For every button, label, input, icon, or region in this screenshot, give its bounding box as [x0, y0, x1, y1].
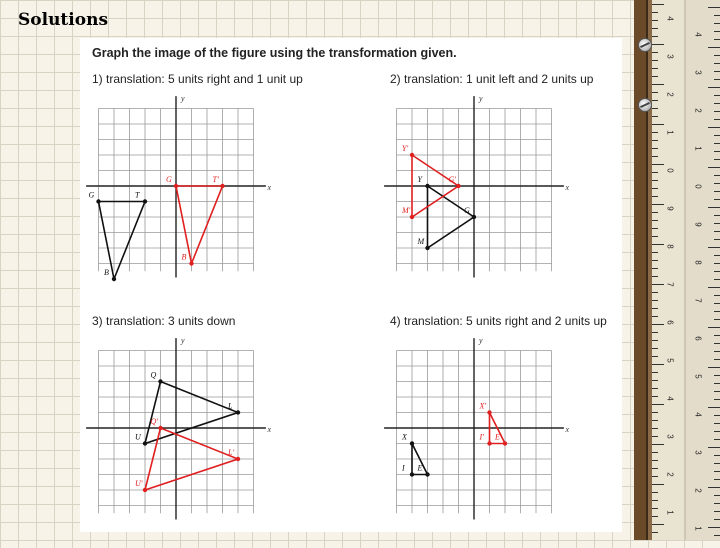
- original-vertex: [410, 441, 414, 445]
- ruler-tick: [652, 212, 658, 213]
- ruler-tick: [652, 60, 658, 61]
- ruler: [634, 0, 720, 540]
- original-vertex: [410, 472, 414, 476]
- ruler-tick: [652, 132, 658, 133]
- ruler-tick: [652, 28, 658, 29]
- ruler-tick: [652, 4, 664, 5]
- ruler-tick: [714, 431, 720, 432]
- image-vertex-label: Q': [150, 417, 158, 426]
- original-vertex: [425, 246, 429, 250]
- image-vertex: [174, 184, 178, 188]
- ruler-tick: [652, 372, 658, 373]
- original-vertex-label: M: [417, 237, 425, 246]
- ruler-tick: [652, 380, 658, 381]
- image-vertex-label: G': [448, 175, 456, 184]
- image-vertex-label: M': [402, 206, 411, 215]
- image-vertex: [410, 215, 414, 219]
- ruler-tick: [652, 300, 658, 301]
- ruler-number: 3: [665, 54, 675, 59]
- ruler-tick: [708, 447, 720, 448]
- ruler-tick: [708, 47, 720, 48]
- ruler-tick: [714, 119, 720, 120]
- ruler-tick: [714, 111, 720, 112]
- ruler-tick: [652, 180, 658, 181]
- ruler-tick: [714, 135, 720, 136]
- ruler-number: 3: [693, 450, 703, 455]
- ruler-tick: [714, 399, 720, 400]
- ruler-number: 4: [693, 32, 703, 37]
- x-axis-label: x: [267, 425, 272, 434]
- ruler-number: 1: [693, 526, 703, 531]
- ruler-number: 5: [693, 374, 703, 379]
- ruler-tick: [714, 311, 720, 312]
- ruler-tick: [714, 495, 720, 496]
- ruler-tick: [714, 79, 720, 80]
- ruler-tick: [652, 444, 664, 445]
- ruler-tick: [714, 351, 720, 352]
- image-vertex-label: I': [479, 432, 484, 442]
- image-vertex: [487, 441, 491, 445]
- image-vertex: [220, 184, 224, 188]
- ruler-number: 8: [665, 244, 675, 249]
- ruler-number: 1: [665, 130, 675, 135]
- ruler-number: 3: [693, 70, 703, 75]
- y-axis-label: y: [479, 93, 483, 103]
- ruler-tick: [652, 284, 664, 285]
- ruler-number: 4: [665, 16, 675, 21]
- ruler-tick: [652, 244, 664, 245]
- ruler-tick: [652, 348, 658, 349]
- ruler-tick: [708, 527, 720, 528]
- original-vertex-label: I: [402, 463, 405, 473]
- ruler-number: 1: [693, 146, 703, 151]
- ruler-tick: [652, 148, 658, 149]
- ruler-tick: [652, 524, 664, 525]
- ruler-tick: [714, 263, 720, 264]
- ruler-tick: [714, 231, 720, 232]
- ruler-tick: [652, 404, 664, 405]
- ruler-tick: [714, 271, 720, 272]
- ruler-tick: [714, 31, 720, 32]
- original-vertex-label: G: [464, 206, 470, 215]
- image-vertex: [487, 410, 491, 414]
- original-vertex-label: G: [88, 190, 95, 200]
- image-vertex: [410, 153, 414, 157]
- coordinate-grid: [94, 334, 284, 548]
- ruler-number: 6: [665, 320, 675, 325]
- ruler-number: 9: [665, 206, 675, 211]
- ruler-tick: [708, 487, 720, 488]
- ruler-tick: [652, 292, 658, 293]
- ruler-tick: [714, 215, 720, 216]
- ruler-tick: [714, 375, 720, 376]
- ruler-tick: [714, 535, 720, 536]
- ruler-tick: [714, 143, 720, 144]
- ruler-tick: [652, 108, 658, 109]
- original-vertex: [425, 472, 429, 476]
- ruler-tick: [652, 340, 658, 341]
- ruler-tick: [652, 124, 664, 125]
- ruler-tick: [652, 236, 658, 237]
- graph-2: [392, 92, 582, 306]
- ruler-tick: [714, 183, 720, 184]
- slide-title: Solutions: [18, 10, 109, 30]
- ruler-number: 6: [693, 336, 703, 341]
- original-vertex: [236, 410, 240, 414]
- coordinate-grid: [392, 334, 582, 548]
- ruler-tick: [652, 428, 658, 429]
- ruler-tick: [652, 20, 658, 21]
- ruler-number: 2: [693, 488, 703, 493]
- ruler-tick: [652, 420, 658, 421]
- screw-icon: [638, 38, 652, 52]
- graph-3: [94, 334, 284, 548]
- ruler-tick: [714, 191, 720, 192]
- ruler-tick: [652, 52, 658, 53]
- ruler-tick: [652, 12, 658, 13]
- ruler-tick: [652, 116, 658, 117]
- y-axis-label: y: [181, 335, 185, 345]
- image-vertex-label: X': [479, 401, 487, 411]
- ruler-tick: [652, 516, 658, 517]
- image-vertex-label: E': [495, 432, 502, 442]
- image-vertex: [158, 426, 162, 430]
- problem-4-label: 4) translation: 5 units right and 2 units up: [390, 314, 607, 328]
- original-vertex: [472, 215, 476, 219]
- ruler-tick: [708, 327, 720, 328]
- ruler-tick: [708, 287, 720, 288]
- ruler-tick: [652, 396, 658, 397]
- original-vertex-label: Q: [150, 370, 157, 380]
- ruler-tick: [714, 159, 720, 160]
- ruler-tick: [652, 532, 658, 533]
- original-vertex-label: L: [228, 401, 233, 411]
- image-vertex-label: L': [228, 448, 235, 457]
- ruler-tick: [714, 15, 720, 16]
- original-vertex-label: Y: [417, 175, 422, 184]
- ruler-tick: [714, 71, 720, 72]
- ruler-tick: [714, 511, 720, 512]
- ruler-number: 5: [665, 358, 675, 363]
- ruler-tick: [714, 455, 720, 456]
- ruler-tick: [714, 175, 720, 176]
- original-vertex-label: U: [135, 432, 141, 442]
- image-vertex: [189, 261, 193, 265]
- ruler-tick: [708, 247, 720, 248]
- ruler-tick: [652, 460, 658, 461]
- ruler-tick: [652, 436, 658, 437]
- ruler-number: 3: [665, 434, 675, 439]
- ruler-tick: [652, 100, 658, 101]
- ruler-tick: [652, 196, 658, 197]
- original-vertex-label: X: [402, 432, 407, 442]
- worksheet-heading: Graph the image of the figure using the transformation given.: [92, 46, 457, 60]
- ruler-tick: [652, 188, 658, 189]
- ruler-tick: [652, 316, 658, 317]
- ruler-number: 0: [665, 168, 675, 173]
- image-vertex-label: B: [181, 252, 187, 262]
- ruler-tick: [714, 199, 720, 200]
- ruler-tick: [714, 95, 720, 96]
- image-vertex-label: T': [212, 175, 219, 184]
- ruler-tick: [652, 204, 664, 205]
- ruler-tick: [652, 452, 658, 453]
- ruler-tick: [652, 476, 658, 477]
- ruler-number: 2: [665, 92, 675, 97]
- problem-2-label: 2) translation: 1 unit left and 2 units up: [390, 72, 594, 86]
- ruler-tick: [652, 36, 658, 37]
- coordinate-grid: [88, 92, 284, 306]
- ruler-tick: [714, 471, 720, 472]
- ruler-tick: [652, 500, 658, 501]
- ruler-tick: [652, 276, 658, 277]
- ruler-number: 8: [693, 260, 703, 265]
- graph-4: [392, 334, 582, 548]
- ruler-tick: [652, 228, 658, 229]
- image-vertex: [503, 441, 507, 445]
- ruler-tick: [714, 423, 720, 424]
- ruler-number: 1: [665, 510, 675, 515]
- ruler-tick: [714, 23, 720, 24]
- ruler-tick: [652, 260, 658, 261]
- ruler-tick: [652, 252, 658, 253]
- original-vertex-label: T: [135, 190, 140, 200]
- ruler-number: 2: [665, 472, 675, 477]
- ruler-tick: [714, 103, 720, 104]
- original-vertex: [143, 441, 147, 445]
- ruler-tick: [714, 303, 720, 304]
- ruler-tick: [652, 332, 658, 333]
- problem-1-label: 1) translation: 5 units right and 1 unit up: [92, 72, 303, 86]
- ruler-tick: [714, 335, 720, 336]
- ruler-tick: [714, 295, 720, 296]
- ruler-tick: [652, 84, 664, 85]
- ruler-tick: [714, 151, 720, 152]
- image-vertex-label: U': [135, 479, 143, 488]
- ruler-number: 9: [693, 222, 703, 227]
- ruler-tick: [652, 308, 658, 309]
- ruler-tick: [708, 7, 720, 8]
- ruler-tick: [652, 492, 658, 493]
- ruler-number: 0: [693, 184, 703, 189]
- ruler-number: 7: [665, 282, 675, 287]
- original-vertex: [425, 184, 429, 188]
- ruler-tick: [714, 343, 720, 344]
- ruler-tick: [652, 508, 658, 509]
- y-axis-label: y: [181, 93, 185, 103]
- original-vertex: [158, 379, 162, 383]
- ruler-tick: [652, 156, 658, 157]
- ruler-tick: [652, 388, 658, 389]
- ruler-tick: [652, 220, 658, 221]
- original-vertex-label: E: [417, 463, 423, 473]
- ruler-tick: [652, 172, 658, 173]
- ruler-tick: [708, 367, 720, 368]
- coordinate-grid: [392, 92, 582, 306]
- ruler-tick: [652, 92, 658, 93]
- ruler-tick: [652, 412, 658, 413]
- screw-icon: [638, 98, 652, 112]
- original-vertex: [96, 199, 100, 203]
- ruler-tick: [714, 223, 720, 224]
- ruler-tick: [652, 44, 664, 45]
- x-axis-label: x: [267, 183, 272, 192]
- ruler-tick: [714, 239, 720, 240]
- image-vertex: [236, 457, 240, 461]
- original-vertex: [112, 277, 116, 281]
- image-vertex: [143, 488, 147, 492]
- worksheet: [80, 38, 622, 532]
- ruler-tick: [714, 39, 720, 40]
- ruler-tick: [708, 407, 720, 408]
- image-vertex: [456, 184, 460, 188]
- problem-3-label: 3) translation: 3 units down: [92, 314, 236, 328]
- ruler-tick: [652, 356, 658, 357]
- ruler-number: 4: [665, 396, 675, 401]
- ruler-tick: [652, 484, 664, 485]
- ruler-tick: [714, 463, 720, 464]
- image-vertex-label: G: [166, 175, 172, 184]
- ruler-tick: [714, 439, 720, 440]
- image-vertex-label: Y': [402, 144, 409, 153]
- ruler-tick: [714, 63, 720, 64]
- x-axis-label: x: [565, 425, 570, 434]
- ruler-tick: [714, 503, 720, 504]
- ruler-tick: [714, 383, 720, 384]
- ruler-tick: [708, 127, 720, 128]
- ruler-number: 7: [693, 298, 703, 303]
- ruler-tick: [652, 268, 658, 269]
- ruler-tick: [714, 279, 720, 280]
- ruler-tick: [714, 415, 720, 416]
- ruler-tick: [652, 164, 664, 165]
- ruler-tick: [652, 324, 664, 325]
- ruler-number: 4: [693, 412, 703, 417]
- ruler-tick: [714, 55, 720, 56]
- ruler-tick: [652, 364, 664, 365]
- ruler-tick: [714, 519, 720, 520]
- ruler-tick: [708, 167, 720, 168]
- ruler-number: 2: [693, 108, 703, 113]
- y-axis-label: y: [479, 335, 483, 345]
- original-vertex-label: B: [104, 268, 109, 277]
- ruler-tick: [652, 140, 658, 141]
- ruler-tick: [714, 479, 720, 480]
- ruler-tick: [652, 68, 658, 69]
- graph-1: [88, 92, 284, 306]
- original-vertex: [143, 199, 147, 203]
- ruler-tick: [708, 87, 720, 88]
- ruler-tick: [714, 319, 720, 320]
- ruler-tick: [652, 468, 658, 469]
- ruler-tick: [652, 76, 658, 77]
- x-axis-label: x: [565, 183, 570, 192]
- ruler-tick: [714, 359, 720, 360]
- ruler-tick: [714, 391, 720, 392]
- ruler-tick: [714, 255, 720, 256]
- ruler-tick: [708, 207, 720, 208]
